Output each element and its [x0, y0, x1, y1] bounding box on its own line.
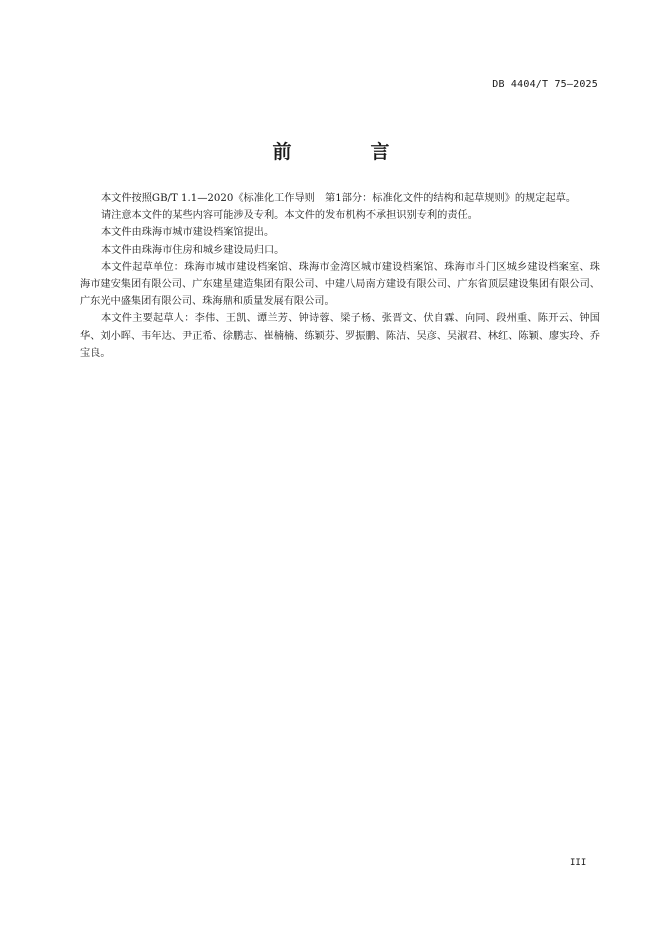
paragraph-administrator: 本文件由珠海市住房和城乡建设局归口。 [101, 244, 285, 256]
paragraph-drafting-units: 本文件起草单位：珠海市城市建设档案馆、珠海市金湾区城市建设档案馆、珠海市斗门区城乡建设档案室、珠海市建安集团有限公司、广东建星建造集团有限公司、中建八局南方建设有限公司、广东省顶层建设集团有限公司、广东光中盛集团有限公司、珠海鼎和质量发展有限公司。 [80, 261, 600, 308]
document-code: DB 4404/T 75—2025 [492, 79, 598, 90]
paragraph-patent-notice: 请注意本文件的某些内容可能涉及专利。本文件的发布机构不承担识别专利的责任。 [101, 210, 478, 222]
paragraph-drafting-basis: 本文件按照GB/T 1.1—2020《标准化工作导则 第1部分：标准化文件的结构和起草规则》的规定起草。 [101, 193, 577, 204]
page-title: 前 言 [272, 141, 420, 163]
page-number: III [570, 858, 587, 868]
paragraph-proposer: 本文件由珠海市城市建设档案馆提出。 [101, 227, 275, 239]
paragraph-drafters: 本文件主要起草人：李伟、王凯、谭兰芳、钟诗蓉、梁子杨、张晋文、伏自霖、向同、段州重、陈开云、钟国华、刘小晖、韦年达、尹正希、徐鹏志、崔楠楠、练颖芬、罗振鹏、陈洁、吴彦、吴淑君、林红、陈颖、廖实玲、乔宝良。 [80, 313, 600, 359]
foreword-body [80, 190, 600, 362]
